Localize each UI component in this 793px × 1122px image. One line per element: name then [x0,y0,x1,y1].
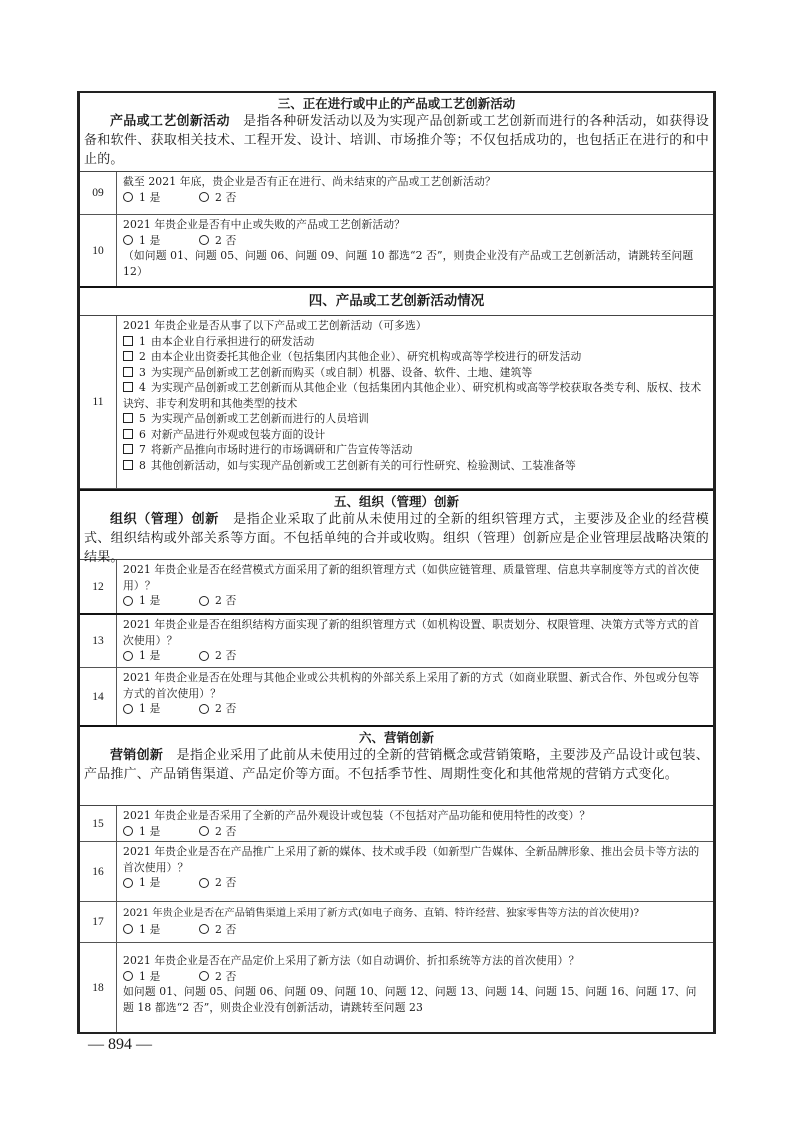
radio-icon[interactable] [123,971,133,981]
option-yes[interactable] [123,648,199,664]
section-6 [80,727,713,806]
radio-icon[interactable] [199,704,209,714]
checkbox-number: 6 [139,427,146,441]
checkbox-number: 2 [139,350,146,363]
question-row-18 [80,943,713,1032]
section-3 [80,93,713,172]
question-text: 2021 年贵企业是否在产品推广上采用了新的媒体、技术或手段（如新型广告媒体、全新品牌形象、推出会员卡等方法的首次使用）？ [123,845,700,874]
checkbox-label: 由本企业自行承担进行的研发活动 [150,334,315,348]
option-no[interactable] [199,922,275,938]
survey-table [77,91,716,1034]
skip-note: （如问题 01、问题 05、问题 06、问题 09、问题 10 都选“2 否”，则贵企业没有产品或工艺创新活动，请跳转至问题 12） [123,249,694,278]
option-label: 1 是 [139,702,161,715]
checkbox-option-3[interactable] [123,365,707,381]
radio-icon[interactable] [123,704,133,714]
radio-icon[interactable] [123,878,133,888]
question-row-16 [80,842,713,902]
option-no[interactable] [199,593,275,609]
checkbox-number: 1 [139,334,146,348]
option-label: 1 是 [139,649,161,662]
option-label: 2 否 [215,233,237,247]
radio-icon[interactable] [199,651,209,661]
question-row-12 [80,560,713,615]
question-number: 15 [80,806,117,841]
checkbox-option-6[interactable] [123,427,707,443]
option-label: 2 否 [215,922,237,936]
option-yes[interactable] [123,190,199,206]
radio-icon[interactable] [199,192,209,202]
option-no[interactable] [199,701,275,717]
option-no[interactable] [199,969,275,985]
option-label: 1 是 [139,824,161,838]
option-yes[interactable] [123,593,199,609]
checkbox-number: 4 [139,381,146,394]
checkbox-option-8[interactable] [123,458,707,474]
option-label: 2 否 [215,702,237,715]
question-text: 2021 年贵企业是否在产品定价上采用了新方法（如自动调价、折扣系统等方法的首次使用）？ [123,954,580,967]
question-number: 17 [80,902,117,942]
radio-icon[interactable] [123,596,133,606]
option-label: 2 否 [215,876,237,889]
question-row-10 [80,215,713,288]
checkbox-number: 5 [139,412,146,425]
question-text: 2021 年贵企业是否有中止或失败的产品或工艺创新活动？ [123,218,406,231]
checkbox-option-4[interactable] [123,380,707,411]
question-number: 11 [80,316,117,488]
section-3-desc-text: 是指各种研发活动以及为实现产品创新或工艺创新而进行的各种活动，如获得设备和软件、获取相关技术、工程开发、设计、培训、市场推介等；不仅包括成功的，也包括正在进行的和中止的。 [84,114,709,167]
checkbox-icon[interactable] [123,460,133,470]
radio-icon[interactable] [199,826,209,836]
option-yes[interactable] [123,701,199,717]
option-yes[interactable] [123,875,199,891]
checkbox-icon[interactable] [123,413,133,423]
checkbox-label: 由本企业出资委托其他企业（包括集团内其他企业）、研究机构或高等学校进行的研发活动 [150,350,582,363]
option-label: 2 否 [215,594,237,607]
checkbox-label: 将新产品推向市场时进行的市场调研和广告宣传等活动 [150,443,413,456]
checkbox-option-2[interactable] [123,349,707,365]
question-row-17 [80,902,713,943]
question-text: 2021 年贵企业是否从事了以下产品或工艺创新活动（可多选） [123,319,427,332]
section-5-description [84,510,709,567]
option-label: 1 是 [139,876,161,889]
option-yes[interactable] [123,922,199,938]
radio-icon[interactable] [123,192,133,202]
page-number: — 894 — [88,1036,152,1053]
option-label: 1 是 [139,190,161,204]
option-label: 1 是 [139,594,161,607]
checkbox-option-7[interactable] [123,442,707,458]
checkbox-label: 为实现产品创新或工艺创新而从其他企业（包括集团内其他企业）、研究机构或高等学校获取各类专利、版权、技术诀窍、非专利发明和其他类型的技术 [123,381,702,410]
question-text: 2021 年贵企业是否在组织结构方面实现了新的组织管理方式（如机构设置、职责划分、权限管理、决策方式等方式的首次使用）？ [123,618,700,647]
question-row-11 [80,316,713,489]
option-label: 2 否 [215,969,237,983]
radio-icon[interactable] [123,651,133,661]
option-no[interactable] [199,648,275,664]
checkbox-label: 为实现产品创新或工艺创新而购买（或自制）机器、设备、软件、土地、建筑等 [150,365,533,379]
question-text: 2021 年贵企业是否采用了全新的产品外观设计或包装（不包括对产品功能和使用特性的改变）？ [123,809,591,822]
radio-icon[interactable] [199,235,209,245]
section-6-title: 六、营销创新 [358,730,434,745]
checkbox-label: 对新产品进行外观或包装方面的设计 [150,427,326,441]
checkbox-number: 3 [139,365,146,379]
question-row-14 [80,668,713,727]
checkbox-number: 7 [139,443,146,456]
checkbox-icon[interactable] [123,444,133,454]
radio-icon[interactable] [199,971,209,981]
checkbox-option-1[interactable] [123,334,707,350]
checkbox-option-5[interactable] [123,411,707,427]
question-text: 2021 年贵企业是否在经营模式方面采用了新的组织管理方式（如供应链管理、质量管理、信息共享制度等方式的首次使用）？ [123,563,700,592]
radio-icon[interactable] [199,878,209,888]
option-no[interactable] [199,824,275,840]
option-no[interactable] [199,233,275,249]
question-number: 09 [80,172,117,214]
question-text: 截至 2021 年底，贵企业是否有正在进行、尚未结束的产品或工艺创新活动？ [123,175,496,188]
question-number: 10 [80,215,117,286]
checkbox-icon[interactable] [123,382,133,392]
section-3-description [84,112,709,169]
section-6-desc-text: 是指企业采用了此前从未使用过的全新的营销概念或营销策略，主要涉及产品设计或包装、产品推广、产品销售渠道、产品定价等方面。不包括季节性、周期性变化和其他常规的营销方式变化。 [84,748,709,782]
option-no[interactable] [199,875,275,891]
section-5-desc-text: 是指企业采取了此前从未使用过的全新的组织管理方式，主要涉及企业的经营模式、组织结构或外部关系等方面。不包括单纯的合并或收购。组织（管理）创新应是企业管理层战略决策的结果。 [84,512,709,565]
question-number: 12 [80,560,117,613]
question-number: 18 [80,943,117,1032]
question-row-09 [80,172,713,215]
option-label: 2 否 [215,649,237,662]
question-number: 13 [80,615,117,667]
radio-icon[interactable] [123,235,133,245]
option-yes[interactable] [123,824,199,840]
checkbox-icon[interactable] [123,429,133,439]
option-yes[interactable] [123,969,199,985]
option-yes[interactable] [123,233,199,249]
question-text: 2021 年贵企业是否在处理与其他企业或公共机构的外部关系上采用了新的方式（如商业联盟、新式合作、外包或分包等方式的首次使用）？ [123,671,700,700]
section-6-description [84,746,709,784]
option-label: 1 是 [139,969,161,983]
question-text: 2021 年贵企业是否在产品销售渠道上采用了新方式(如电子商务、直销、特许经营、独家零售等方法的首次使用)? [123,907,639,919]
question-row-15 [80,806,713,842]
radio-icon[interactable] [199,924,209,934]
skip-note: 如问题 01、问题 05、问题 06、问题 09、问题 10、问题 12、问题 13、问题 14、问题 15、问题 16、问题 17、问题 18 都选“2 否”，则贵企业没有创新活动，请跳转至问题 23 [123,985,697,1014]
option-label: 1 是 [139,922,161,936]
option-label: 1 是 [139,233,161,247]
radio-icon[interactable] [123,826,133,836]
checkbox-list [123,334,707,474]
question-row-13 [80,615,713,668]
section-4 [80,288,713,316]
radio-icon[interactable] [199,596,209,606]
option-label: 2 否 [215,824,237,838]
section-3-title: 三、正在进行或中止的产品或工艺创新活动 [277,96,516,111]
checkbox-number: 8 [139,458,146,472]
section-3-term: 产品或工艺创新活动 [110,114,230,129]
checkbox-icon[interactable] [123,367,133,377]
question-number: 14 [80,668,117,725]
checkbox-icon[interactable] [123,351,133,361]
option-label: 2 否 [215,190,237,204]
checkbox-icon[interactable] [123,336,133,346]
option-no[interactable] [199,190,275,206]
section-6-term: 营销创新 [110,748,164,763]
section-4-title: 四、产品或工艺创新活动情况 [308,292,485,309]
checkbox-label: 其他创新活动，如与实现产品创新或工艺创新有关的可行性研究、检验测试、工装准备等 [150,458,576,472]
section-5-term: 组织（管理）创新 [110,512,219,527]
section-5 [80,489,713,565]
section-5-title: 五、组织（管理）创新 [333,494,459,509]
radio-icon[interactable] [123,924,133,934]
checkbox-label: 为实现产品创新或工艺创新而进行的人员培训 [150,412,369,425]
question-number: 16 [80,842,117,901]
